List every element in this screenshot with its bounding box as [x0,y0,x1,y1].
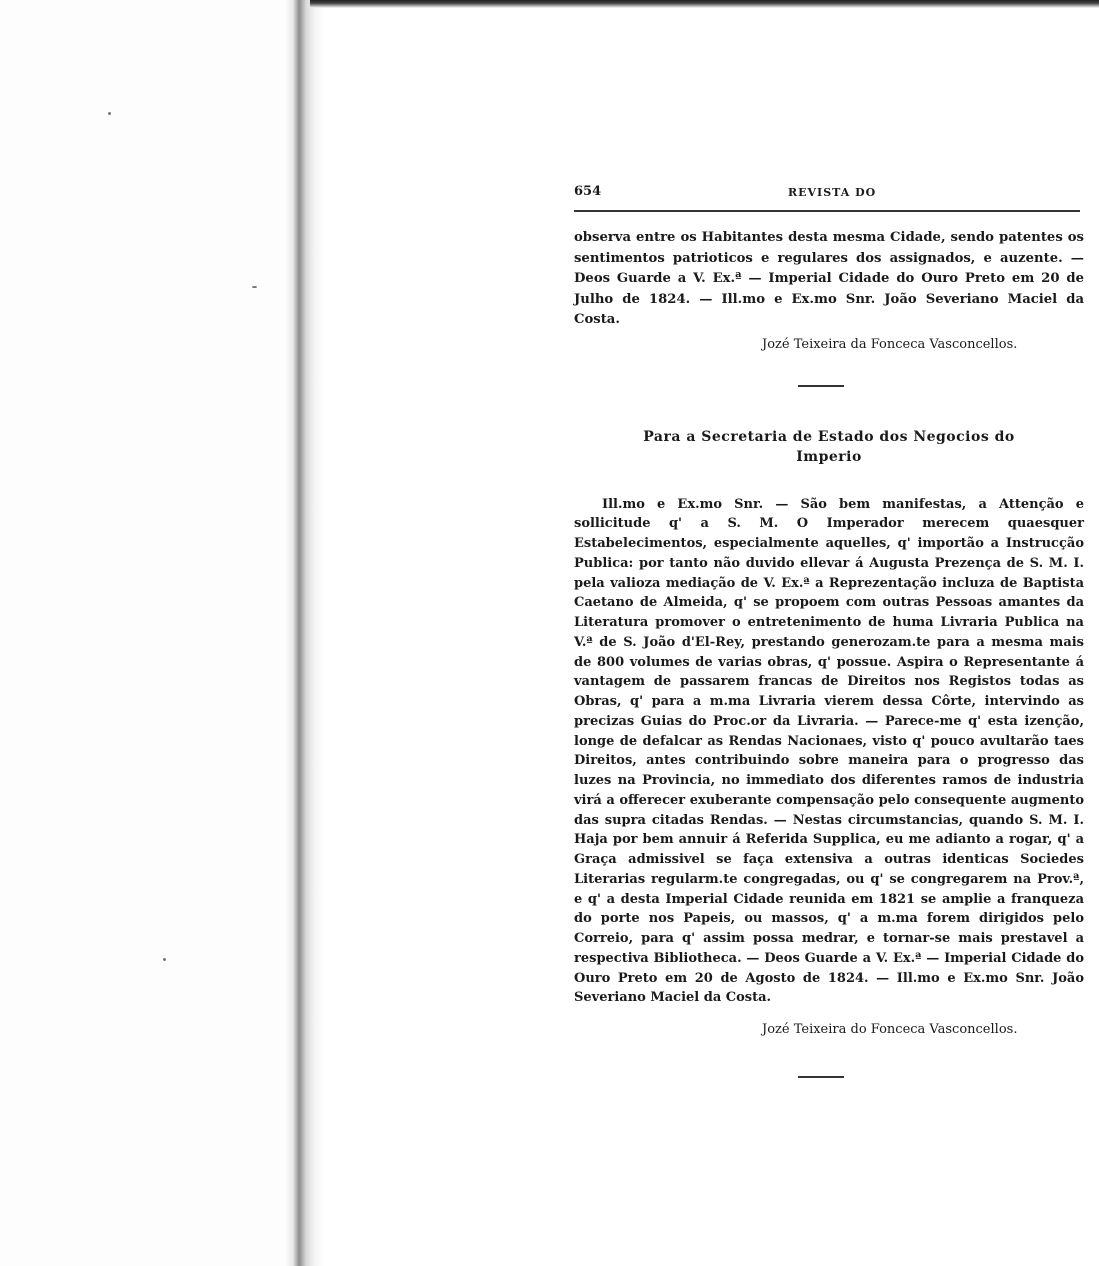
letter-signature-2: Jozé Teixeira do Fonceca Vasconcellos. [762,1022,1018,1037]
left-page-blank [0,0,296,1266]
letter-signature: Jozé Teixeira da Fonceca Vasconcellos. [762,336,1018,352]
letter-body-text: Ill.mo e Ex.mo Snr. — São bem manifestas, a Attenção e sollicitude q' a S. M. O Imperador merecem quaesquer Estabelecimentos, especialmente aquelles, q' importão a Instrucção Publica: por tanto não duvido ellevar á Augusta Prezença de S. M. I. pela valioza mediação de V. Ex.ª a Reprezentação incluza de Baptista Caetano de Almeida, q' se propoem com outras Pessoas amantes da Literatura promover o entretenimento de huma Livraria Publica na V.ª de S. João d'El-Rey, prestando generozam.te para a mesma mais de 800 volumes de varias obras, q' possue. Aspira o Representante á vantagem de passarem francas de Direitos nos Registos todas as Obras, q' para a m.ma Livraria vierem dessa Côrte, intervindo as precizas Guias do Proc.or da Livraria. — Parece-me q' esta izenção, longe de defalcar as Rendas Nacionaes, visto q' pouco avultarão taes Direitos, antes contribuindo sobre maneira para o progresso das luzes na Provincia, no immediato dos diferentes ramos de industria virá a offerecer exuberante compensação pelo consequente augmento das supra citadas Rendas. — Nestas circumstancias, quando S. M. I. Haja por bem annuir á Referida Supplica, eu me adianto a rogar, q' a Graça admissivel se faça extensiva a outras identicas Sociedes Literarias regularm.te congregadas, ou q' se congregarem na Prov.ª, e q' a desta Imperial Cidade reunida em 1821 se amplie a franqueza do porte nos Papeis, ou massos, q' a m.ma forem dirigidos pelo Correio, para q' assim possa medrar, e tornar-se mais prestavel a respectiva Bibliotheca. — Deos Guarde a V. Ex.ª — Imperial Cidade do Ouro Preto em 20 de Agosto de 1824. — Ill.mo e Ex.mo Snr. João Severiano Maciel da Costa. [574,496,1084,1006]
book-gutter [284,0,324,1266]
scan-speck [163,958,166,961]
book-page [574,184,1084,1078]
running-title: REVISTA DO [788,186,877,199]
letter-continuation-text: observa entre os Habitantes desta mesma Cidade, sendo patentes os sentimentos patrioticos e regulares dos assignados, e auzente. — Deos Guarde a V. Ex.ª — Imperial Cidade do Ouro Preto em 20 de Julho de 1824. — Ill.mo e Ex.mo Snr. João Severiano Maciel da Costa. [574,230,1084,327]
section-heading-line1: Para a Secretaria de Estado dos Negocios do [643,428,1015,445]
section-divider [798,385,844,387]
scan-speck [252,286,257,288]
scan-speck [108,112,111,115]
section-heading-line2: Imperio [796,448,862,465]
page-top-edge [310,0,1099,8]
page-number: 654 [574,184,602,199]
section-heading [574,427,1084,467]
running-head [574,184,1084,204]
header-rule [574,210,1080,212]
end-divider [798,1076,844,1078]
